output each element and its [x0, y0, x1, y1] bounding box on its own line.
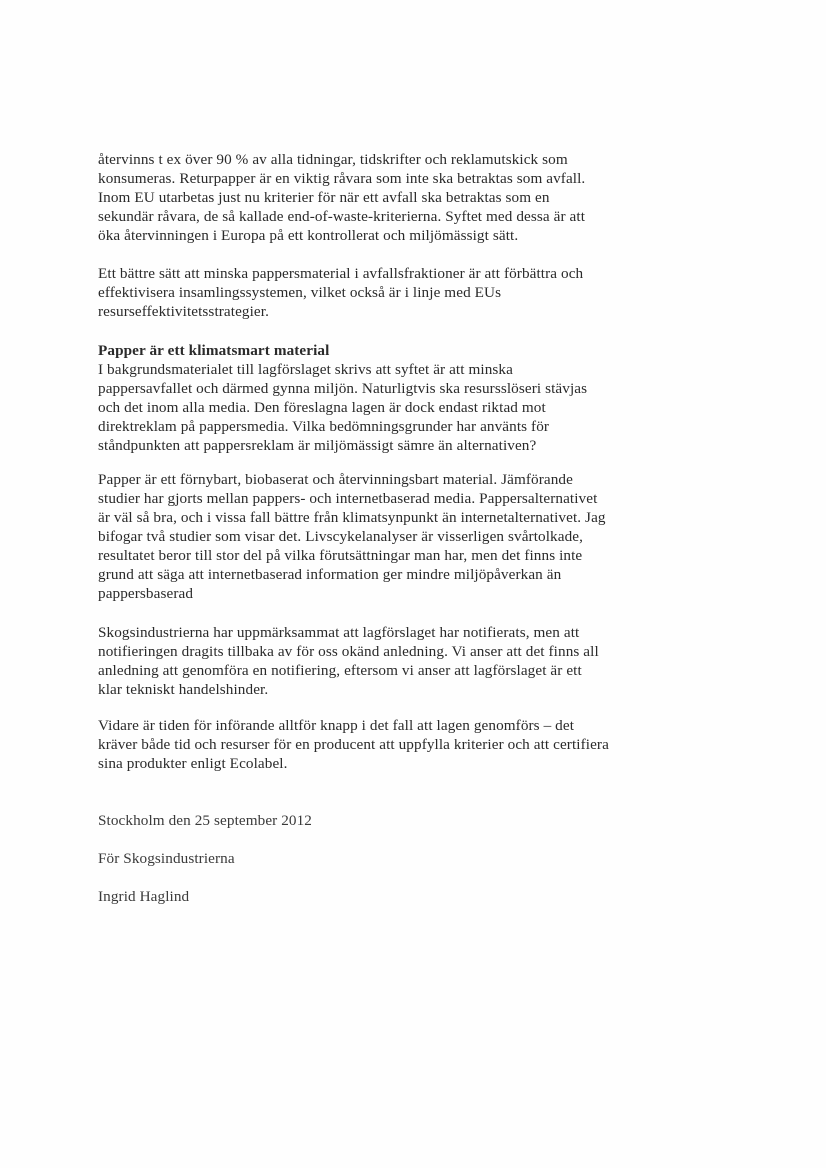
text-line: resurseffektivitetsstrategier.: [98, 303, 269, 320]
signatory-name: Ingrid Haglind: [98, 888, 190, 905]
paragraph-recycling: [98, 150, 738, 245]
text-line: Skogsindustrierna har uppmärksammat att lagförslaget har notifierats, men att: [98, 624, 580, 641]
text-line: ståndpunkten att pappersreklam är miljömässigt sämre än alternativen?: [98, 437, 537, 454]
text-line: Ett bättre sätt att minska pappersmaterial i avfallsfraktioner är att förbättra och: [98, 265, 584, 282]
paragraph-notification: [98, 623, 738, 699]
text-line: och det inom alla media. Den föreslagna lagen är dock endast riktad mot: [98, 399, 546, 416]
text-line: sina produkter enligt Ecolabel.: [98, 755, 288, 772]
organization-text: För Skogsindustrierna: [98, 850, 235, 867]
text-line: öka återvinningen i Europa på ett kontrollerat och miljömässigt sätt.: [98, 227, 519, 244]
paragraph-timeline: [98, 716, 738, 773]
place-date-text: Stockholm den 25 september 2012: [98, 812, 313, 829]
text-line: pappersavfallet och därmed gynna miljön. Naturligtvis ska resursslöseri stävjas: [98, 380, 588, 397]
text-line: kräver både tid och resurser för en producent att uppfylla kriterier och att certifiera: [98, 736, 609, 753]
text-line: är väl så bra, och i vissa fall bättre från klimatsynpunkt än internetalternativet. Jag: [98, 509, 606, 526]
text-line: återvinns t ex över 90 % av alla tidningar, tidskrifter och reklamutskick som: [98, 151, 568, 168]
text-line: direktreklam på pappersmedia. Vilka bedömningsgrunder har använts för: [98, 418, 550, 435]
text-line: anledning att genomföra en notifiering, eftersom vi anser att lagförslaget är ett: [98, 662, 582, 679]
closing-organization: [98, 849, 738, 868]
text-line: klar tekniskt handelshinder.: [98, 681, 269, 698]
paragraph-climate-smart: [98, 341, 738, 455]
text-line: grund att säga att internetbaserad information ger mindre miljöpåverkan än: [98, 566, 562, 583]
paragraph-collection-systems: [98, 264, 738, 321]
text-line: I bakgrundsmaterialet till lagförslaget skrivs att syftet är att minska: [98, 361, 513, 378]
text-line: Vidare är tiden för införande alltför knapp i det fall att lagen genomförs – det: [98, 717, 575, 734]
text-line: studier har gjorts mellan pappers- och internetbaserad media. Pappersalternativet: [98, 490, 598, 507]
text-line: resultatet beror till stor del på vilka förutsättningar man har, men det finns inte: [98, 547, 583, 564]
closing-place-date: [98, 811, 738, 830]
section-heading: Papper är ett klimatsmart material: [98, 342, 330, 359]
text-line: bifogar två studier som visar det. Livscykelanalyser är visserligen svårtolkade,: [98, 528, 583, 545]
text-line: sekundär råvara, de så kallade end-of-waste-kriterierna. Syftet med dessa är att: [98, 208, 586, 225]
text-line: Inom EU utarbetas just nu kriterier för när ett avfall ska betraktas som en: [98, 189, 550, 206]
paragraph-renewable-material: [98, 470, 738, 603]
text-line: pappersbaserad: [98, 585, 194, 602]
text-line: konsumeras. Returpapper är en viktig råvara som inte ska betraktas som avfall.: [98, 170, 586, 187]
text-line: Papper är ett förnybart, biobaserat och återvinningsbart material. Jämförande: [98, 471, 573, 488]
text-line: notifieringen dragits tillbaka av för oss okänd anledning. Vi anser att det finns all: [98, 643, 599, 660]
text-line: effektivisera insamlingssystemen, vilket också är i linje med EUs: [98, 284, 502, 301]
closing-signatory: [98, 887, 738, 906]
